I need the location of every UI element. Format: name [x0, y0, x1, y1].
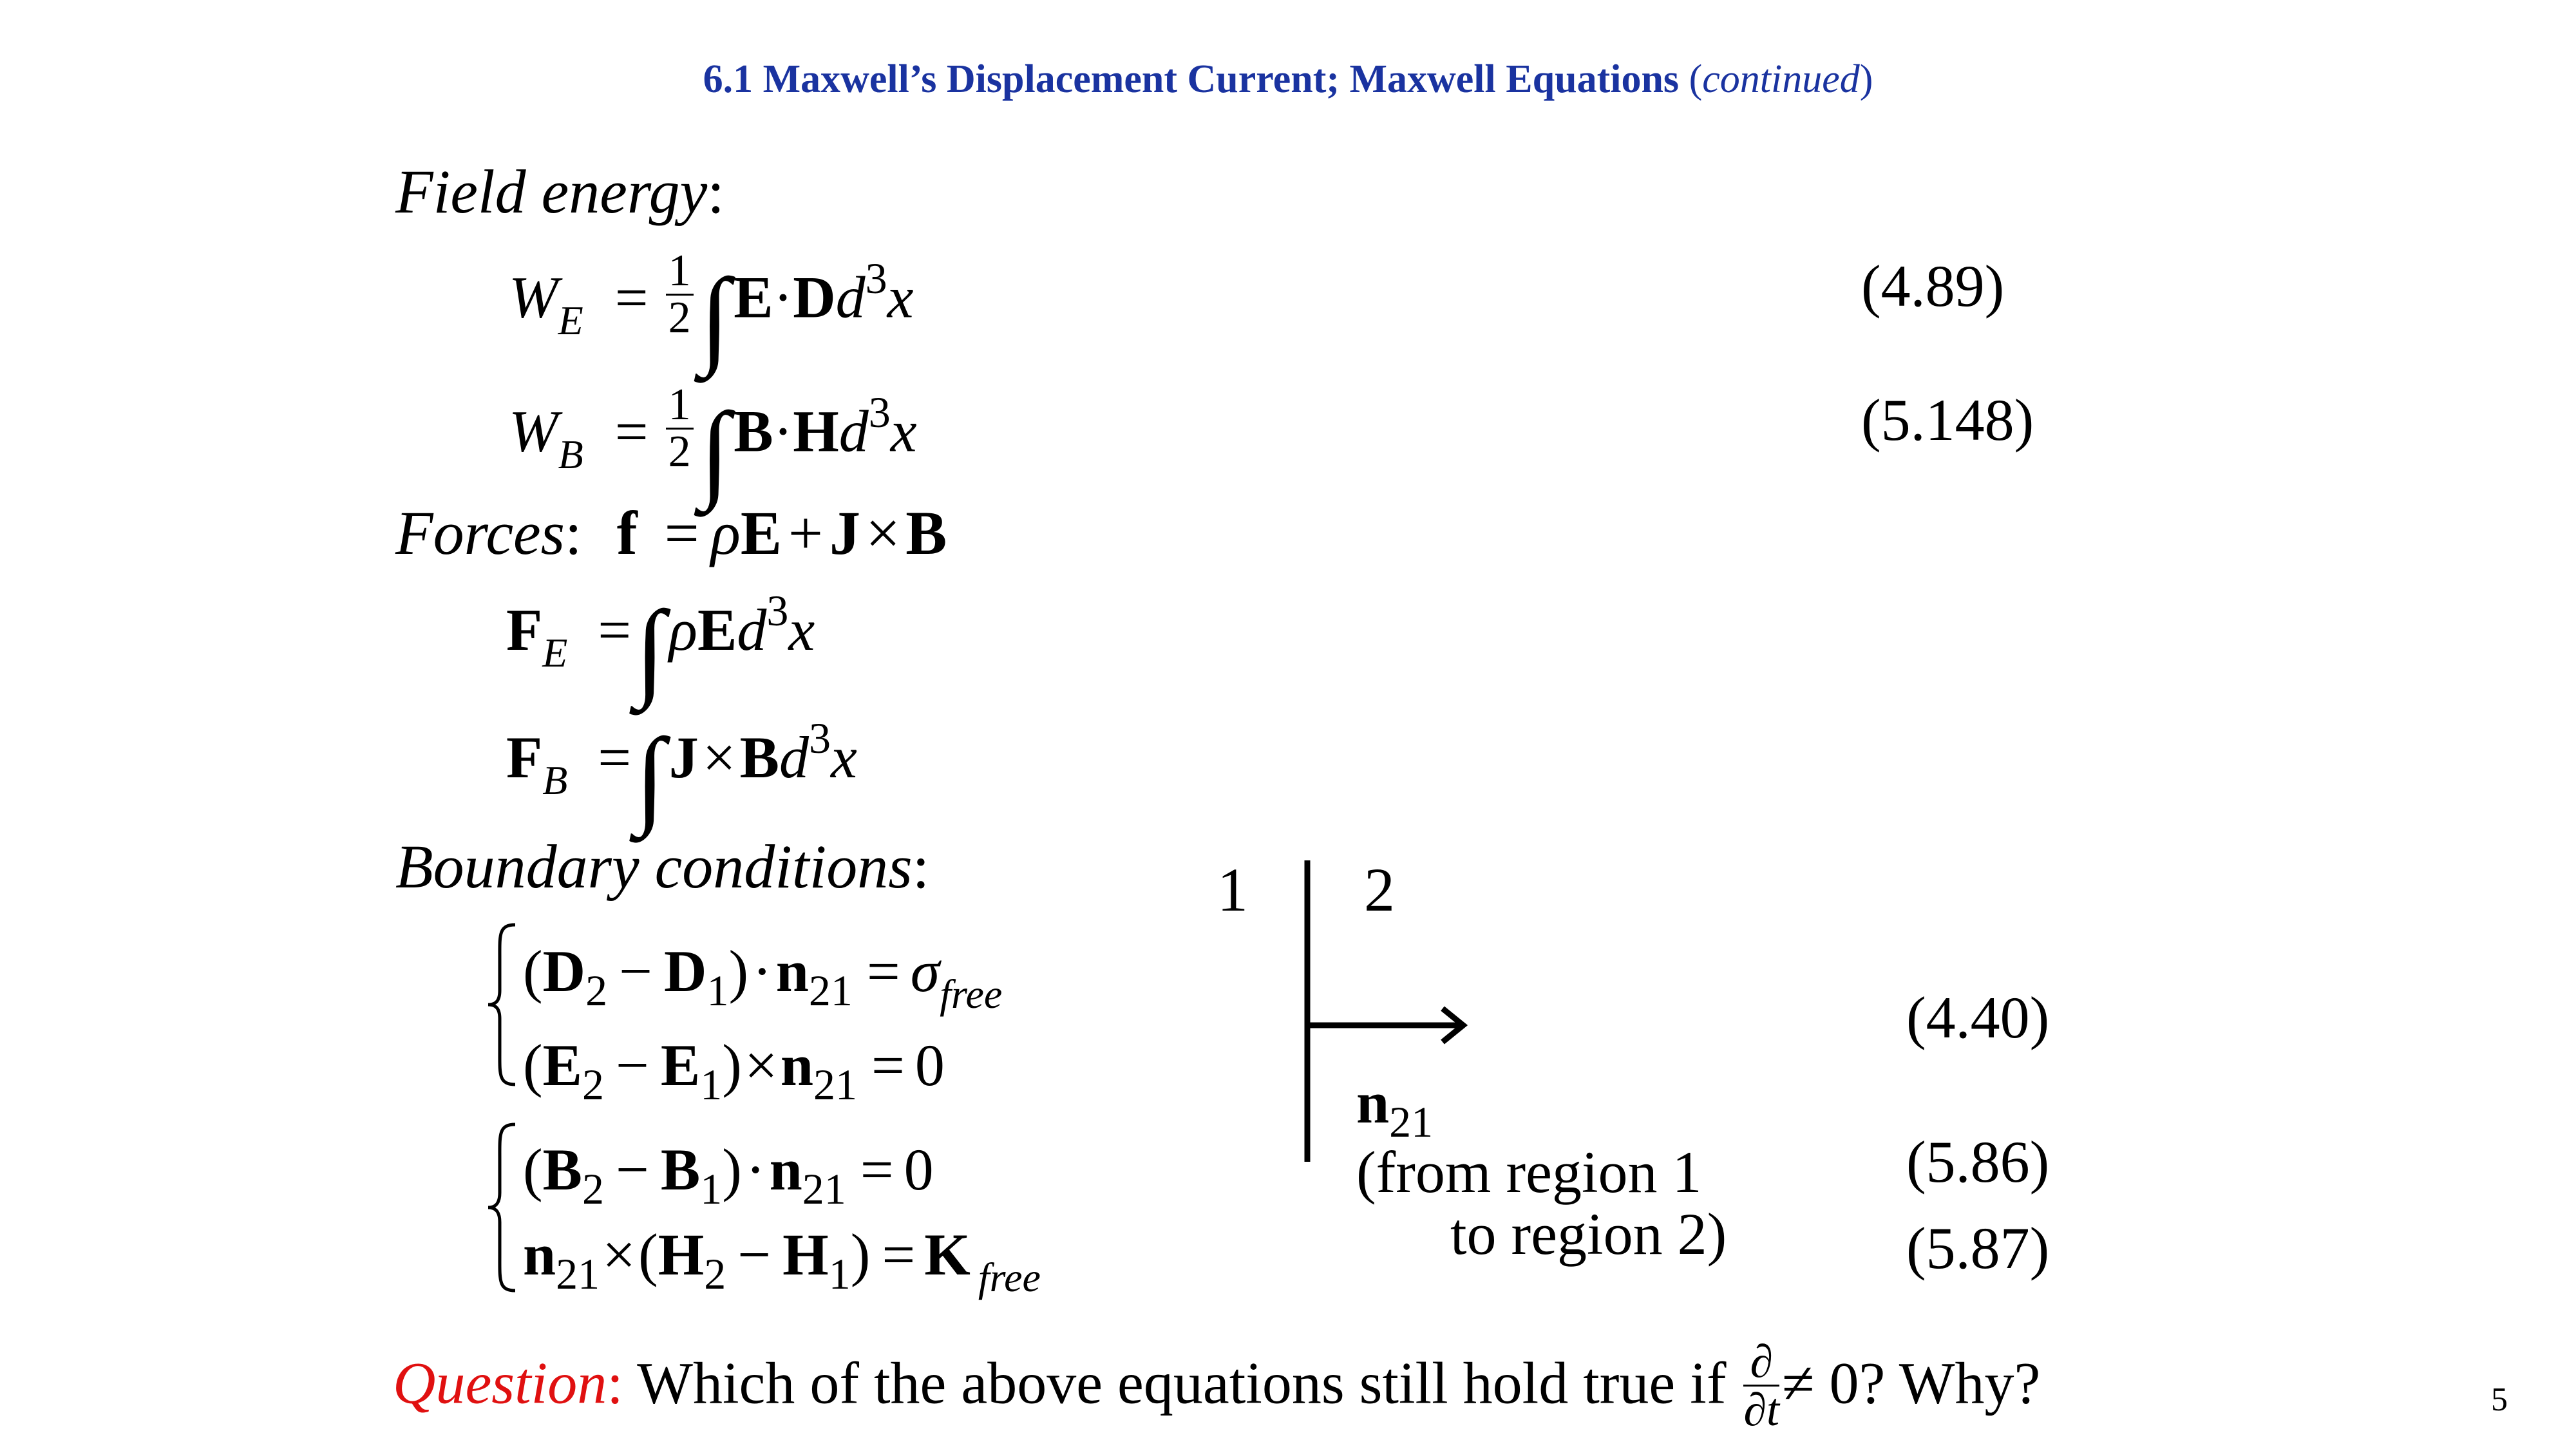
boundary-equation-4: $n_{21}\times(H_2 - H_1) = K$ $_{free}$ [523, 1222, 1041, 1300]
boundary-equation-3: $(B_2 - B_1)\cdot n_{21} = 0$ [523, 1137, 934, 1213]
region-2-label: 2 [1364, 855, 1395, 924]
equation-number: (5.86) [1906, 1129, 2050, 1195]
left-brace-icon [484, 1121, 523, 1294]
equation-number: (4.40) [1906, 985, 2050, 1050]
equation-number: (5.148) [1861, 387, 2034, 453]
title-continued: (continued) [1689, 57, 1873, 101]
boundary-equation-1: $(D_2 - D_1)\cdot n_{21} = \sigma_{free}$ [523, 938, 1003, 1017]
normal-vector-label: $n_{21}$ [1356, 1070, 1434, 1146]
left-brace-icon [484, 921, 523, 1088]
boundary-equation-2: $(E_2 - E_1)\times n_{21} = 0$ [523, 1032, 945, 1109]
slide-title [0, 59, 2576, 99]
normal-caption-line-2: to region 2) [1450, 1201, 1727, 1267]
equation-number: (5.87) [1906, 1215, 2050, 1281]
heading-boundary-conditions: Boundary conditions: [395, 832, 930, 901]
normal-caption-line-1: (from region 1 [1356, 1139, 1702, 1205]
equation-FB: $F_B =\int J\times Bd^3x$ [506, 714, 857, 837]
equation-WB: $W_B$ = $\frac{1}{2}$ $\int B\cdot Hd^3x$ [509, 380, 917, 511]
equation-WE: $W_E$ = $\frac{1}{2}$ $\int E\cdot Dd^3x$ [509, 246, 914, 377]
region-1-label: 1 [1217, 855, 1248, 924]
heading-forces: Forces: f = ρE + J×B [395, 498, 947, 567]
heading-field-energy: Field energy: [395, 157, 724, 226]
equation-FE: $F_E =\int\rho Ed^3x$ [506, 586, 815, 710]
equation-number: (4.89) [1861, 253, 2005, 319]
page-number: 5 [2491, 1381, 2508, 1418]
title-main: 6.1 Maxwell’s Displacement Current; Maxwell Equations [703, 57, 1680, 101]
force-density-equation: f = ρE + J×B [616, 498, 947, 567]
question-line: Question: Which of the above equations still hold true if $\frac{\partial}{\partial t}$ ≠ 0? Why? [393, 1336, 2041, 1435]
